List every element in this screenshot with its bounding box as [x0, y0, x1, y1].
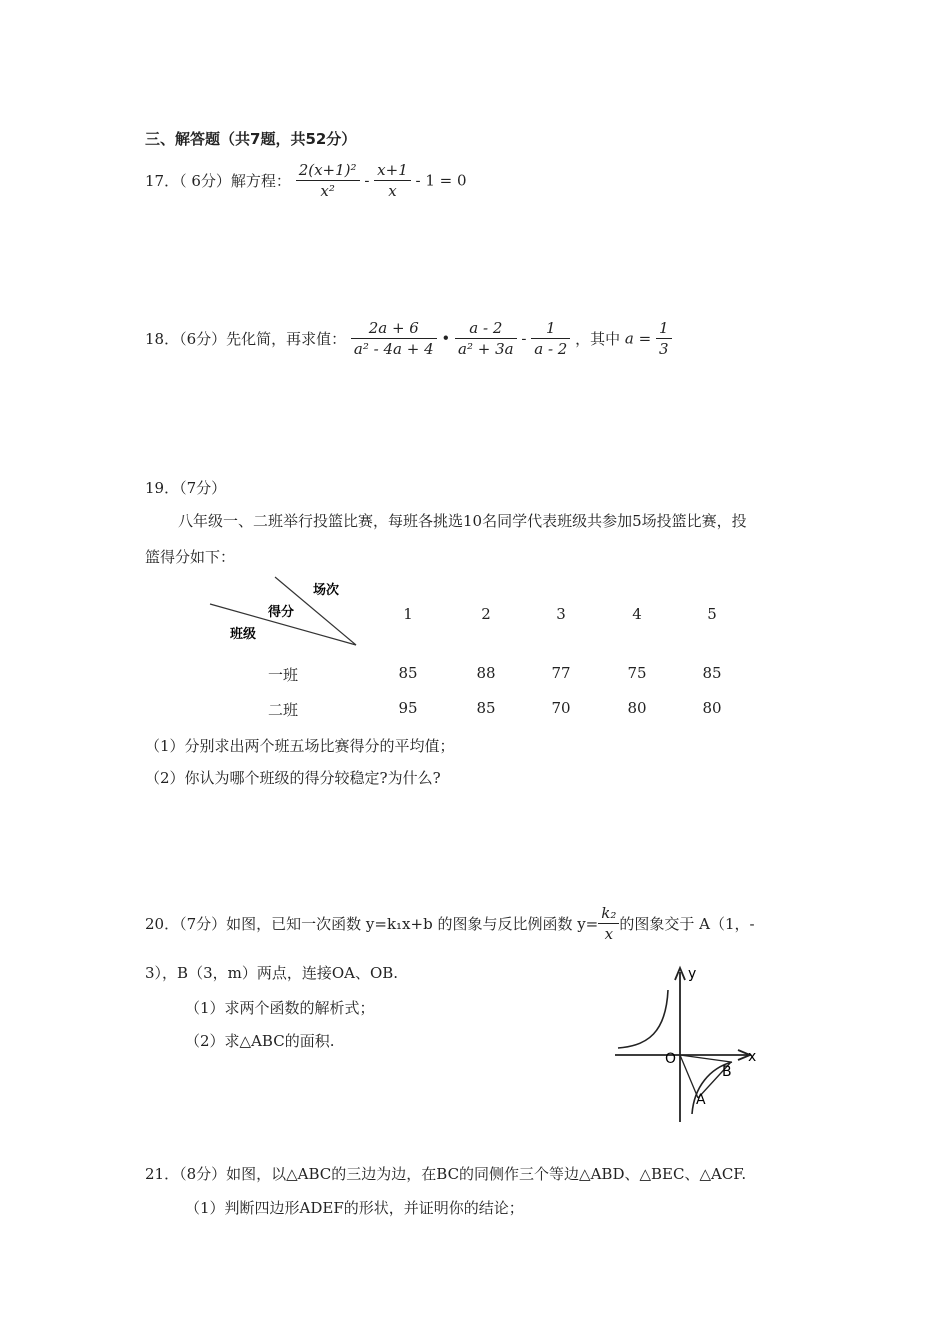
x-axis-label: x [748, 1049, 757, 1065]
q20-frac-numerator: k₂ [601, 904, 617, 922]
segment-ob [680, 1055, 731, 1062]
corner-label-score: 得分 [268, 605, 295, 620]
q20-sub-question-2: （2）求△ABC的面积. [185, 1032, 335, 1050]
q17-fraction-2 [374, 160, 411, 201]
row-label: 一班 [268, 666, 299, 684]
column-header: 4 [632, 605, 642, 623]
table-cell: 70 [551, 699, 571, 717]
q18-value-denominator: 3 [656, 338, 672, 359]
q18-prefix: 18．（6分）先化简，再求值： [145, 330, 347, 348]
q20-line-2: 3），B（3，m）两点，连接OA、OB. [145, 964, 399, 982]
q18-value-fraction [656, 318, 672, 359]
section-title: 三、解答题（共7题，共52分） [145, 130, 357, 148]
q20-fraction [598, 903, 619, 944]
q18-frac2-denominator: a² + 3a [455, 338, 517, 359]
point-b-label: B [722, 1064, 732, 1080]
q18-variable: a = [624, 329, 652, 348]
q17-frac2-numerator: x+1 [377, 161, 408, 179]
q18-fraction-1 [351, 318, 437, 359]
question-18 [145, 318, 672, 359]
q17-fraction-1 [296, 160, 360, 201]
corner-label-class: 班级 [230, 627, 257, 642]
q20-line-1-end: 的图象交于 A（1，- [619, 915, 755, 933]
table-cell: 85 [702, 664, 722, 682]
origin-label: O [665, 1051, 677, 1067]
table-corner-header [200, 572, 370, 654]
table-cell: 95 [398, 699, 418, 717]
q18-frac3-numerator: 1 [546, 319, 556, 337]
q19-sub-question-2: （2）你认为哪个班级的得分较稳定?为什么? [145, 769, 441, 787]
q18-fraction-3 [531, 318, 570, 359]
q21-sub-question-1: （1）判断四边形ADEF的形状，并证明你的结论； [185, 1199, 524, 1217]
q18-dot: • [441, 329, 451, 348]
q17-tail: - 1 = 0 [415, 171, 467, 190]
column-header: 5 [707, 605, 717, 623]
q18-frac3-denominator: a - 2 [531, 338, 570, 359]
q17-operator: - [364, 171, 370, 190]
q19-intro-line-1: 八年级一、二班举行投篮比赛，每班各挑选10名同学代表班级共参加5场投篮比赛，投 [178, 512, 747, 530]
q17-frac1-denominator: x² [296, 180, 360, 201]
q18-frac2-numerator: a - 2 [469, 319, 503, 337]
column-header: 2 [481, 605, 491, 623]
table-cell: 80 [627, 699, 647, 717]
question-17 [145, 160, 467, 201]
column-header: 1 [403, 605, 413, 623]
table-cell: 85 [476, 699, 496, 717]
q21-line-1: 21．（8分）如图，以△ABC的三边为边，在BC的同侧作三个等边△ABD、△BEC、△ACF. [145, 1165, 747, 1183]
q20-sub-question-1: （1）求两个函数的解析式； [185, 999, 375, 1017]
q20-line-1 [145, 903, 755, 944]
function-graph [610, 962, 760, 1127]
corner-label-session: 场次 [313, 583, 340, 598]
q18-frac1-denominator: a² - 4a + 4 [351, 338, 437, 359]
q17-frac2-denominator: x [374, 180, 411, 201]
q19-header: 19．（7分） [145, 479, 227, 497]
q20-frac-denominator: x [598, 923, 619, 944]
hyperbola-upper-branch [618, 990, 668, 1048]
y-axis-label: y [688, 966, 697, 982]
q18-value-numerator: 1 [658, 319, 669, 337]
row-label: 二班 [268, 701, 299, 719]
table-cell: 77 [551, 664, 571, 682]
q17-prefix: 17．（ 6分）解方程： [145, 172, 291, 190]
q19-sub-question-1: （1）分别求出两个班五场比赛得分的平均值； [145, 737, 455, 755]
q20-line-1-start: 20．（7分）如图，已知一次函数 y=k₁x+b 的图象与反比例函数 y= [145, 915, 599, 933]
q18-where: ，其中 [575, 330, 621, 348]
table-cell: 80 [702, 699, 722, 717]
table-cell: 85 [398, 664, 418, 682]
table-cell: 75 [627, 664, 647, 682]
q17-frac1-numerator: 2(x+1)² [298, 161, 357, 179]
q18-fraction-2 [455, 318, 517, 359]
point-a-label: A [696, 1092, 706, 1108]
q19-intro-line-2: 篮得分如下： [145, 548, 236, 566]
column-header: 3 [556, 605, 566, 623]
q18-operator: - [521, 329, 527, 348]
q18-frac1-numerator: 2a + 6 [368, 319, 419, 337]
table-cell: 88 [476, 664, 496, 682]
